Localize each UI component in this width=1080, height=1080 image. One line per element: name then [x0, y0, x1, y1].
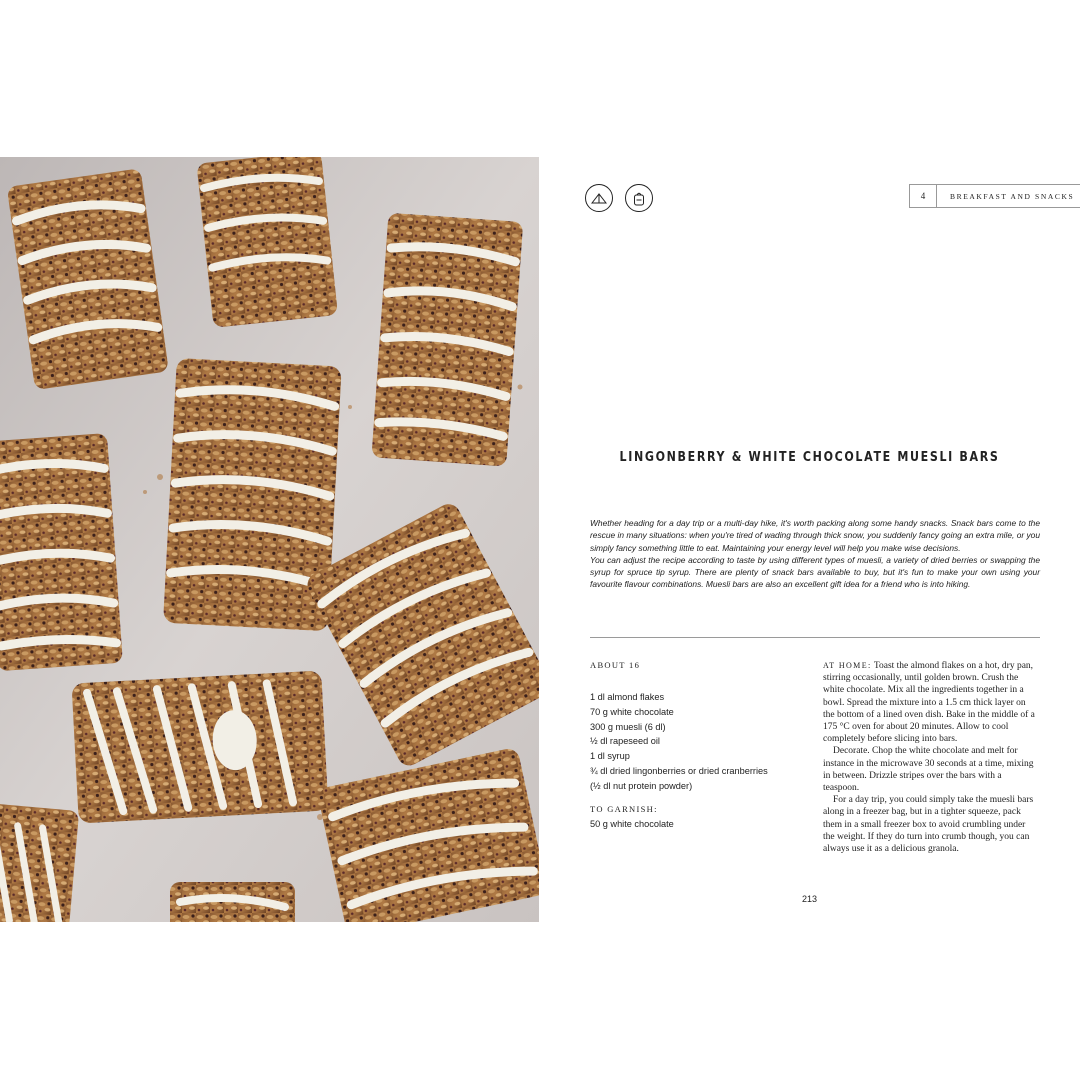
ingredient-item: 70 g white chocolate [590, 706, 674, 717]
recipe-page [539, 157, 1080, 922]
ingredient-item: 300 g muesli (6 dl) [590, 721, 666, 732]
ingredient-item: ¾ dl dried lingonberries or dried cranberries [590, 765, 768, 776]
method-text [823, 660, 1039, 855]
book-spread [0, 157, 1080, 922]
ingredient-item: (½ dl nut protein powder) [590, 780, 693, 791]
tent-icon [585, 184, 613, 212]
ingredient-item: ½ dl rapeseed oil [590, 736, 660, 747]
recipe-intro [590, 517, 1040, 591]
ingredient-item: 1 dl syrup [590, 751, 630, 762]
intro-paragraph: You can adjust the recipe according to taste by using different types of muesli, a variety of dried berries or swapping the syrup for spruce tip syrup. There are plenty of snack bars available to buy, but it's fun to make your own using your favourite flavour combinations. Muesli bars are also an excellent gift idea for a friend who is into hiking. [590, 554, 1040, 590]
method-label: AT HOME: [823, 661, 872, 670]
muesli-bars-photo [0, 157, 539, 922]
chapter-number: 4 [910, 185, 937, 207]
divider [590, 637, 1040, 638]
chapter-tab [909, 184, 1080, 208]
chapter-title: BREAKFAST AND SNACKS [950, 191, 1075, 201]
method-step: Toast the almond flakes on a hot, dry pan, stirring occasionally, until golden brown. Crush the white chocolate. Mix all the ingredients together in a bowl. Spread the mixture into a 1.5 cm thick layer on the bottom of a lined oven dish. Bake in the middle of a 175 °C oven for about 20 minutes. Allow to cool completely before slicing into bars. [823, 661, 1035, 745]
backpack-icon [625, 184, 653, 212]
garnish-list [590, 817, 674, 832]
garnish-item: 50 g white chocolate [590, 819, 674, 829]
ingredient-item: 1 dl almond flakes [590, 692, 665, 702]
method-paragraph: For a day trip, you could simply take the muesli bars along in a freezer bag, but in a tighter squeeze, pack them in a small freezer box to avoid crumbling under the weight. If they do turn into crumb though, you can always use it as a delicious granola. [823, 795, 1034, 855]
page-number: 213 [801, 894, 818, 904]
garnish-label: TO GARNISH: [590, 804, 658, 814]
method-paragraph [823, 660, 1039, 745]
intro-paragraph: Whether heading for a day trip or a multi-day hike, it's worth packing along some handy snacks. Snack bars come to the rescue in many situations: when you're tired of wading through thick snow, you suddenly fancy going an extra mile, or you simply fancy something little to eat. Maintaining your energy level will help you make wise decisions. [590, 518, 1040, 553]
yield-label: ABOUT 16 [590, 660, 641, 670]
ingredient-list [590, 690, 810, 794]
recipe-title: LINGONBERRY & WHITE CHOCOLATE MUESLI BARS [619, 449, 1000, 465]
method-paragraph: Decorate. Chop the white chocolate and melt for instance in the microwave 30 seconds at a time, mixing in between. Drizzle stripes over the bars with a teaspoon. [823, 746, 1034, 794]
